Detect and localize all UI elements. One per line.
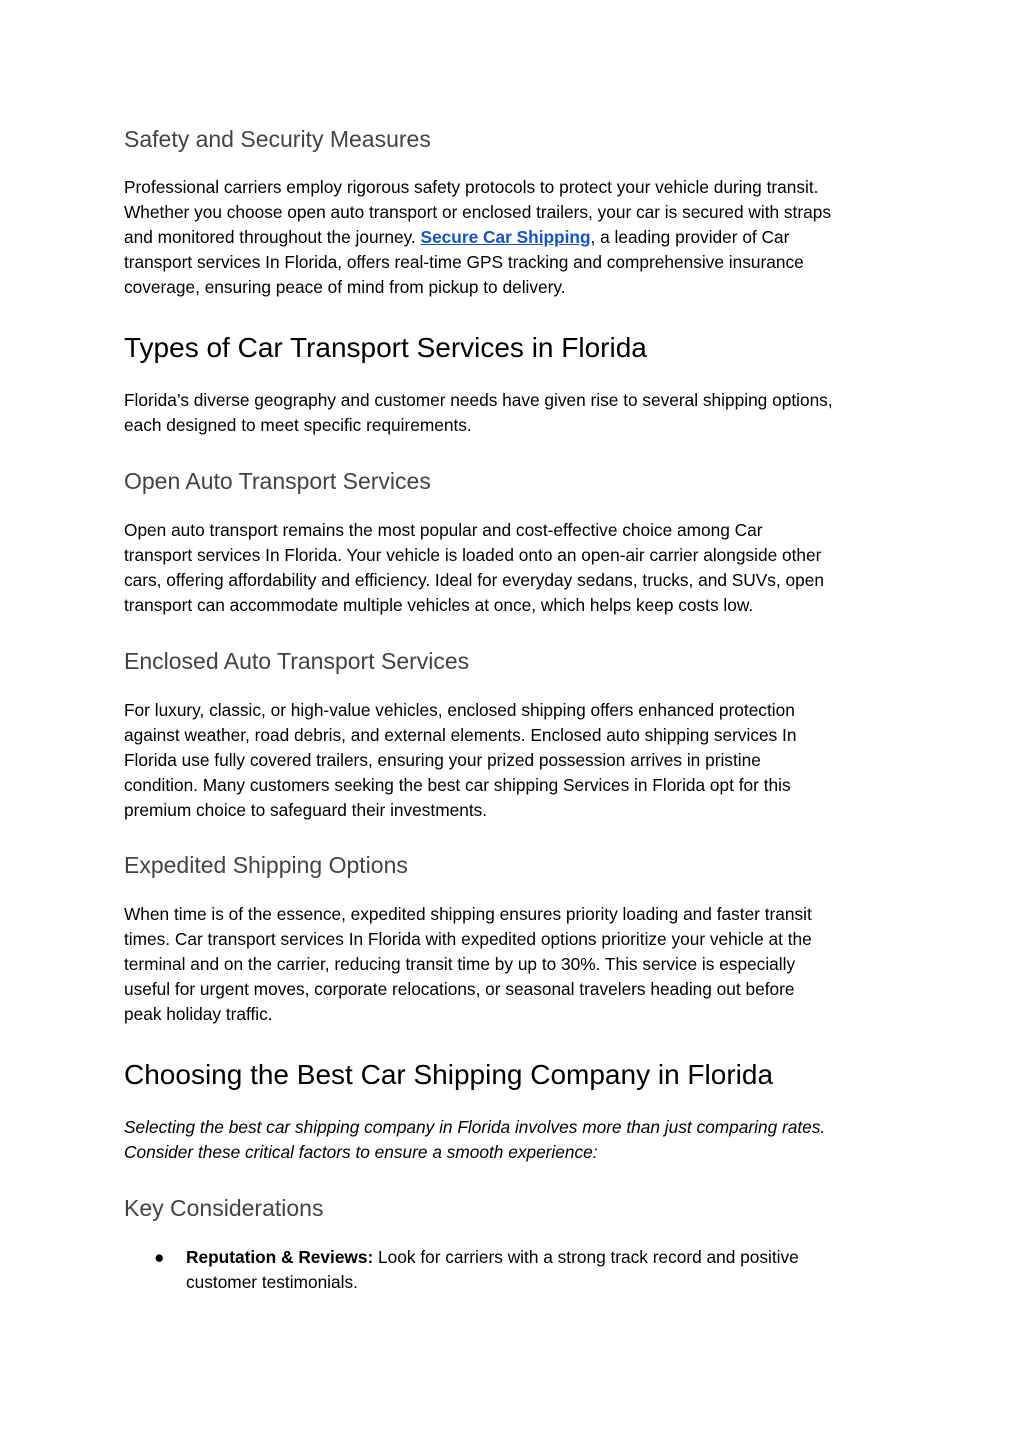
heading-safety-security: Safety and Security Measures (124, 126, 431, 152)
text-line (124, 225, 914, 250)
secure-car-shipping-link[interactable]: Secure Car Shipping (420, 227, 591, 247)
paragraph-enclosed-transport (124, 698, 914, 823)
paragraph-choosing (124, 1115, 914, 1165)
text-fragment: and monitored throughout the journey. (124, 227, 421, 247)
text-line: transport services In Florida. Your vehicle is loaded onto an open-air carrier alongside other (124, 545, 822, 565)
text-line: When time is of the essence, expedited shipping ensures priority loading and faster transit (124, 904, 812, 924)
text-line (186, 1245, 906, 1270)
text-line: Professional carriers employ rigorous safety protocols to protect your vehicle during transit. (124, 177, 819, 197)
heading-enclosed-auto-transport: Enclosed Auto Transport Services (124, 648, 470, 674)
text-line: Florida use fully covered trailers, ensuring your prized possession arrives in pristine (124, 750, 761, 770)
paragraph-expedited (124, 902, 914, 1027)
text-fragment: , a leading provider of Car (590, 227, 790, 247)
paragraph-types (124, 388, 914, 438)
text-line: cars, offering affordability and efficiency. Ideal for everyday sedans, trucks, and SUVs, open (124, 570, 824, 590)
text-line: Open auto transport remains the most popular and cost‑effective choice among Car (124, 520, 763, 540)
text-line: For luxury, classic, or high‑value vehicles, enclosed shipping offers enhanced protection (124, 700, 795, 720)
heading-choosing-best-company: Choosing the Best Car Shipping Company in Florida (124, 1059, 774, 1090)
text-line: each designed to meet specific requirements. (124, 415, 472, 435)
heading-key-considerations: Key Considerations (124, 1195, 324, 1221)
text-line: customer testimonials. (186, 1272, 358, 1292)
text-line: condition. Many customers seeking the best car shipping Services in Florida opt for this (124, 775, 791, 795)
text-line: terminal and on the carrier, reducing transit time by up to 30%. This service is especially (124, 954, 796, 974)
text-line: premium choice to safeguard their investments. (124, 800, 488, 820)
text-line: peak holiday traffic. (124, 1004, 273, 1024)
heading-types-of-transport: Types of Car Transport Services in Florida (124, 332, 647, 363)
text-line: useful for urgent moves, corporate relocations, or seasonal travelers heading out before (124, 979, 795, 999)
text-line: Whether you choose open auto transport or enclosed trailers, your car is secured with straps (124, 202, 831, 222)
text-line: Selecting the best car shipping company in Florida involves more than just comparing rates. (124, 1117, 826, 1137)
bullet-marker: ● (154, 1247, 165, 1267)
text-fragment: Look for carriers with a strong track record and positive (373, 1247, 799, 1267)
paragraph-safety (124, 175, 914, 300)
heading-expedited-shipping: Expedited Shipping Options (124, 852, 408, 878)
text-line: transport services In Florida, offers real-time GPS tracking and comprehensive insurance (124, 252, 804, 272)
text-line: against weather, road debris, and external elements. Enclosed auto shipping services In (124, 725, 797, 745)
text-line: times. Car transport services In Florida with expedited options prioritize your vehicle at the (124, 929, 812, 949)
text-line: transport can accommodate multiple vehicles at once, which helps keep costs low. (124, 595, 754, 615)
heading-open-auto-transport: Open Auto Transport Services (124, 468, 431, 494)
list-item-content (186, 1245, 906, 1295)
paragraph-open-transport (124, 518, 914, 618)
text-line: coverage, ensuring peace of mind from pickup to delivery. (124, 277, 566, 297)
text-line: Florida’s diverse geography and customer needs have given rise to several shipping options, (124, 390, 833, 410)
list-item-label: Reputation & Reviews: (186, 1247, 374, 1267)
text-line: Consider these critical factors to ensure a smooth experience: (124, 1142, 598, 1162)
